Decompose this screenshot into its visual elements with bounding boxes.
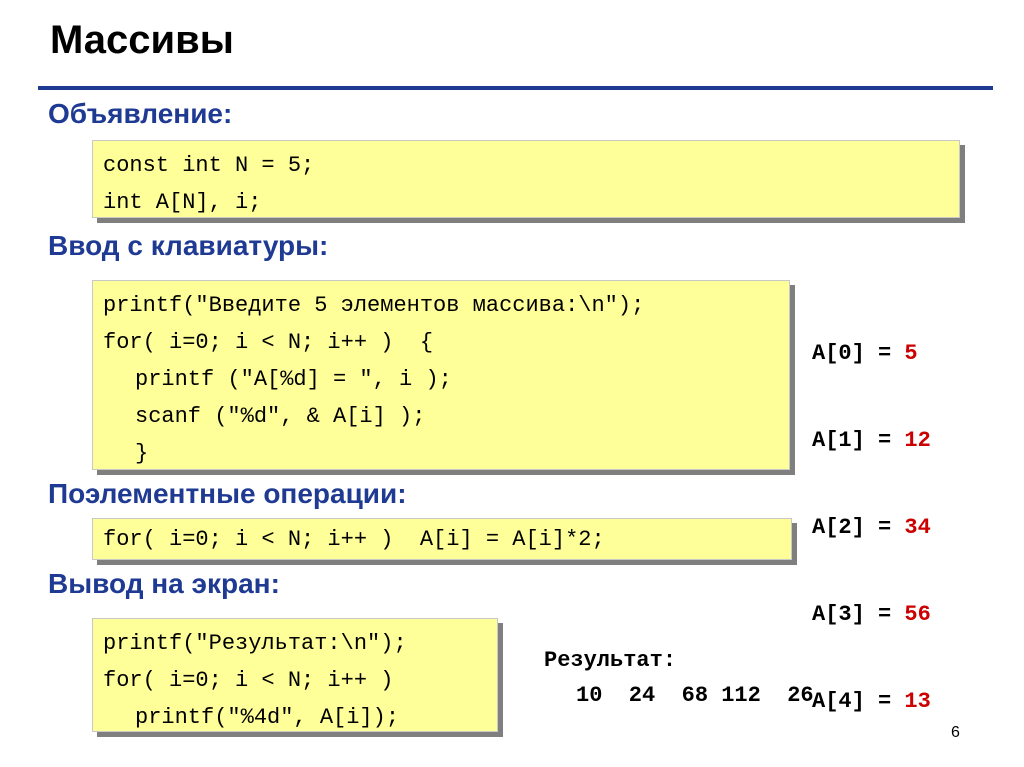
code-line: for( i=0; i < N; i++ ) {	[103, 330, 434, 355]
sample-row	[812, 335, 931, 372]
heading-input: Ввод с клавиатуры:	[48, 230, 329, 261]
code-line: scanf ("%d", & A[i] );	[135, 404, 426, 429]
sample-row	[812, 683, 931, 720]
heading-elementwise: Поэлементные операции:	[48, 478, 407, 509]
sample-label: A[4] =	[812, 689, 892, 714]
slide-title: Массивы	[50, 18, 234, 62]
sample-value: 34	[904, 515, 931, 540]
sample-value: 5	[904, 341, 918, 366]
code-line: printf("%4d", A[i]);	[135, 705, 400, 730]
sample-row	[812, 596, 931, 633]
code-line: const int N = 5;	[103, 153, 315, 178]
sample-label: A[0] =	[812, 341, 892, 366]
sample-value: 13	[904, 689, 931, 714]
heading-output: Вывод на экран:	[48, 568, 280, 599]
sample-row	[812, 422, 931, 459]
page-number: 6	[951, 724, 960, 741]
result-label: Результат:	[544, 648, 677, 673]
code-line: printf ("A[%d] = ", i );	[135, 367, 452, 392]
code-block-declaration	[92, 140, 960, 218]
sample-row	[812, 509, 931, 546]
sample-value: 12	[904, 428, 931, 453]
code-line: printf("Результат:\n");	[103, 631, 407, 656]
code-line: }	[135, 441, 149, 466]
code-line: for( i=0; i < N; i++ ) A[i] = A[i]*2;	[103, 527, 605, 552]
code-line: for( i=0; i < N; i++ )	[103, 668, 394, 693]
code-block-output	[92, 618, 498, 732]
result-values: 10 24 68 112 26	[576, 683, 814, 708]
code-block-elementwise	[92, 518, 792, 560]
sample-label: A[2] =	[812, 515, 892, 540]
heading-declaration: Объявление:	[48, 98, 233, 129]
sample-label: A[3] =	[812, 602, 892, 627]
title-divider	[38, 86, 993, 90]
code-line: printf("Введите 5 элементов массива:\n");	[103, 293, 645, 318]
input-sample-output	[812, 285, 931, 745]
code-line: int A[N], i;	[103, 190, 262, 215]
sample-value: 56	[904, 602, 931, 627]
sample-label: A[1] =	[812, 428, 892, 453]
code-block-input	[92, 280, 790, 470]
